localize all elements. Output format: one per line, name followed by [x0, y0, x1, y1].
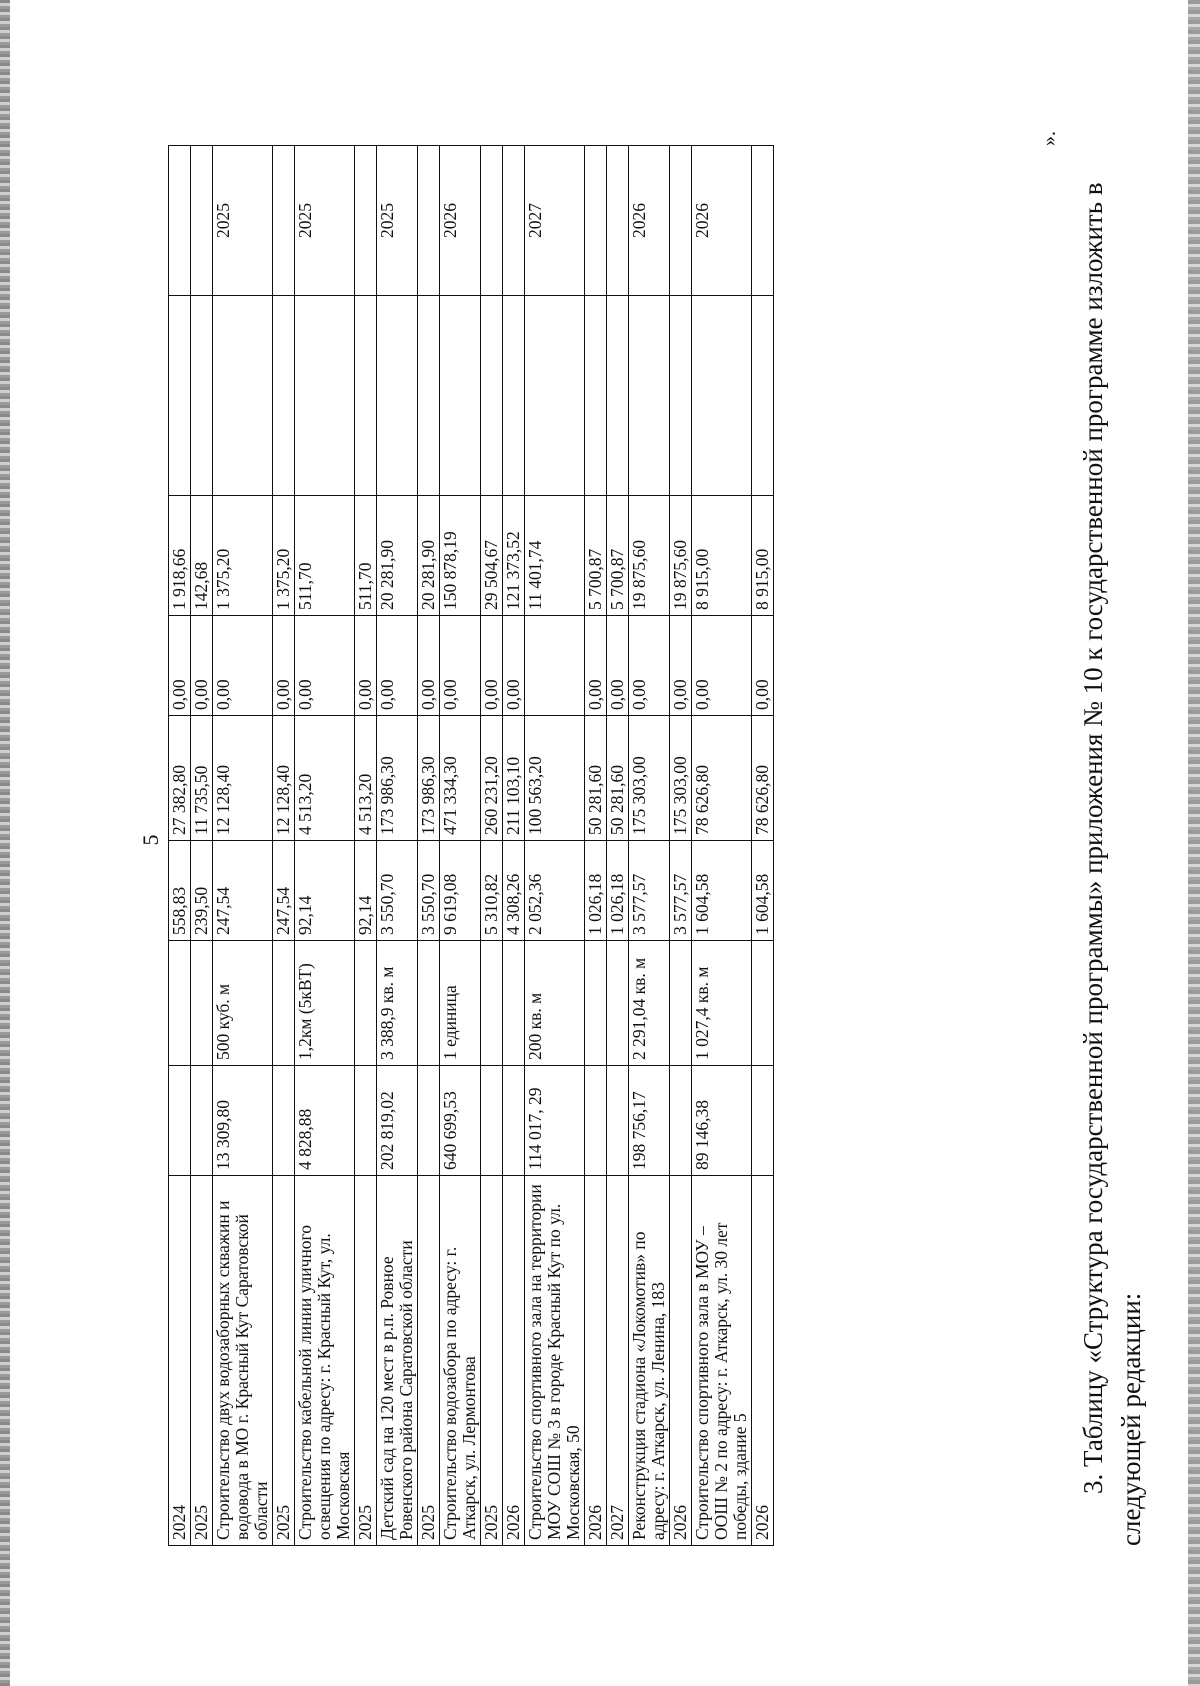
cell-v4: 12 128,40	[273, 716, 295, 841]
cell-v5: 0,00	[585, 616, 607, 716]
cell-v5: 0,00	[670, 616, 692, 716]
cell-v3: 1 026,18	[607, 841, 629, 941]
table-row-object	[692, 146, 752, 1546]
cell-v2	[503, 941, 525, 1066]
cell-v7	[191, 296, 213, 496]
cell-v6: 150 878,19	[440, 496, 481, 616]
cell-v5: 0,00	[191, 616, 213, 716]
cell-v2	[607, 941, 629, 1066]
cell-v7	[607, 296, 629, 496]
cell-name: Строительство водозабора по адресу: г. Аткарск, ул. Лермонтова	[440, 1176, 481, 1546]
cell-v7	[752, 296, 774, 496]
cell-v7	[503, 296, 525, 496]
cell-v6: 121 373,52	[503, 496, 525, 616]
cell-year: 2025	[295, 146, 355, 296]
cell-v2: 1,2км (5кВТ)	[295, 941, 355, 1066]
cell-v1: 13 309,80	[213, 1066, 273, 1176]
cell-v4: 211 103,10	[503, 716, 525, 841]
cell-v5: 0,00	[273, 616, 295, 716]
table-row-object	[440, 146, 481, 1546]
cell-year	[752, 146, 774, 296]
page-number: 5	[138, 834, 163, 846]
cell-v5: 0,00	[418, 616, 440, 716]
cell-year	[607, 146, 629, 296]
cell-v7	[355, 296, 377, 496]
cell-v4: 100 563,20	[525, 716, 585, 841]
cell-v1: 114 017, 29	[525, 1066, 585, 1176]
cell-v6: 19 875,60	[629, 496, 670, 616]
cell-v7	[418, 296, 440, 496]
cell-name: Реконструкция стадиона «Локомотив» по адресу: г. Аткарск, ул. Ленина, 183	[629, 1176, 670, 1546]
cell-v4: 50 281,60	[585, 716, 607, 841]
cell-v4: 4 513,20	[295, 716, 355, 841]
cell-v7	[169, 296, 191, 496]
cell-v6: 1 375,20	[273, 496, 295, 616]
cell-v7	[440, 296, 481, 496]
cell-name: 2026	[585, 1176, 607, 1546]
cell-v6: 511,70	[295, 496, 355, 616]
cell-v3: 92,14	[295, 841, 355, 941]
cell-v1	[752, 1066, 774, 1176]
cell-v6: 8 915,00	[752, 496, 774, 616]
cell-v5: 0,00	[607, 616, 629, 716]
cell-year: 2025	[213, 146, 273, 296]
cell-v6: 29 504,67	[481, 496, 503, 616]
cell-v7	[213, 296, 273, 496]
rotated-page	[130, 60, 1200, 1620]
cell-v3: 1 026,18	[585, 841, 607, 941]
cell-v7	[585, 296, 607, 496]
cell-v6: 511,70	[355, 496, 377, 616]
cell-v2	[169, 941, 191, 1066]
cell-v3: 1 604,58	[692, 841, 752, 941]
cell-v5: 0,00	[213, 616, 273, 716]
cell-v2: 2 291,04 кв. м	[629, 941, 670, 1066]
cell-v4: 175 303,00	[670, 716, 692, 841]
cell-v6: 142,68	[191, 496, 213, 616]
cell-name: Строительство спортивного зала на территории МОУ СОШ № 3 в городе Красный Кут по ул. Московская, 50	[525, 1176, 585, 1546]
cell-v7	[295, 296, 355, 496]
table-row-year	[191, 146, 213, 1546]
paragraph-text: 3. Таблицу «Структура государственной программы» приложения № 10 к государственной программе изложить в следующей редакции:	[1078, 182, 1146, 1546]
cell-year	[481, 146, 503, 296]
cell-year	[273, 146, 295, 296]
cell-v6: 5 700,87	[585, 496, 607, 616]
cell-v6: 1 375,20	[213, 496, 273, 616]
cell-name: 2024	[169, 1176, 191, 1546]
cell-year	[191, 146, 213, 296]
cell-v2	[273, 941, 295, 1066]
cell-v5: 0,00	[752, 616, 774, 716]
table-row-year	[607, 146, 629, 1546]
cell-name: 2026	[503, 1176, 525, 1546]
cell-v3: 247,54	[273, 841, 295, 941]
cell-v5: 0,00	[503, 616, 525, 716]
cell-v3: 3 550,70	[377, 841, 418, 941]
cell-v7	[481, 296, 503, 496]
cell-v3: 2 052,36	[525, 841, 585, 941]
table-row-object	[629, 146, 670, 1546]
cell-year	[503, 146, 525, 296]
cell-v7	[670, 296, 692, 496]
cell-v4: 175 303,00	[629, 716, 670, 841]
cell-v2: 1 единица	[440, 941, 481, 1066]
cell-v5: 0,00	[377, 616, 418, 716]
table-row-year	[481, 146, 503, 1546]
cell-v5: 0,00	[355, 616, 377, 716]
cell-v3: 1 604,58	[752, 841, 774, 941]
cell-v1	[585, 1066, 607, 1176]
cell-v1: 89 146,38	[692, 1066, 752, 1176]
cell-v3: 247,54	[213, 841, 273, 941]
cell-v6: 19 875,60	[670, 496, 692, 616]
cell-v1	[607, 1066, 629, 1176]
cell-v7	[273, 296, 295, 496]
cell-v3: 4 308,26	[503, 841, 525, 941]
cell-v6: 1 918,66	[169, 496, 191, 616]
table-row-year	[670, 146, 692, 1546]
cell-v4: 173 986,30	[377, 716, 418, 841]
cell-v4: 4 513,20	[355, 716, 377, 841]
cell-v1	[481, 1066, 503, 1176]
cell-v1	[355, 1066, 377, 1176]
cell-v1	[273, 1066, 295, 1176]
cell-v3: 3 550,70	[418, 841, 440, 941]
cell-v3: 9 619,08	[440, 841, 481, 941]
cell-v3: 239,50	[191, 841, 213, 941]
cell-name: Детский сад на 120 мест в р.п. Ровное Ровенского района Саратовской области	[377, 1176, 418, 1546]
table-row-year	[169, 146, 191, 1546]
cell-name: 2025	[191, 1176, 213, 1546]
cell-v4: 78 626,80	[692, 716, 752, 841]
cell-v5	[525, 616, 585, 716]
cell-v4: 27 382,80	[169, 716, 191, 841]
cell-v3: 92,14	[355, 841, 377, 941]
objects-table	[168, 145, 774, 1546]
cell-name: 2025	[355, 1176, 377, 1546]
cell-v1	[169, 1066, 191, 1176]
table-row-object	[525, 146, 585, 1546]
table-row-object	[213, 146, 273, 1546]
table-row-object	[295, 146, 355, 1546]
cell-name: 2026	[752, 1176, 774, 1546]
cell-v6: 20 281,90	[418, 496, 440, 616]
cell-year: 2025	[377, 146, 418, 296]
cell-v1	[670, 1066, 692, 1176]
table-row-year	[585, 146, 607, 1546]
cell-v2	[670, 941, 692, 1066]
cell-v1: 640 699,53	[440, 1066, 481, 1176]
table-row-year	[503, 146, 525, 1546]
table-row-year	[273, 146, 295, 1546]
cell-v2	[481, 941, 503, 1066]
cell-v2: 3 388,9 кв. м	[377, 941, 418, 1066]
closing-quote: ».	[1038, 131, 1060, 146]
cell-v2	[418, 941, 440, 1066]
cell-v4: 260 231,20	[481, 716, 503, 841]
cell-v1	[418, 1066, 440, 1176]
cell-name: Строительство кабельной линии уличного освещения по адресу: г. Красный Кут, ул. Московская	[295, 1176, 355, 1546]
cell-v2	[752, 941, 774, 1066]
cell-v3: 3 577,57	[670, 841, 692, 941]
cell-name: 2025	[481, 1176, 503, 1546]
table-body	[169, 146, 774, 1546]
cell-v2: 200 кв. м	[525, 941, 585, 1066]
cell-year	[169, 146, 191, 296]
cell-year: 2026	[692, 146, 752, 296]
cell-v3: 3 577,57	[629, 841, 670, 941]
cell-name: 2027	[607, 1176, 629, 1546]
cell-v6: 5 700,87	[607, 496, 629, 616]
cell-v5: 0,00	[481, 616, 503, 716]
cell-v7	[377, 296, 418, 496]
cell-v5: 0,00	[692, 616, 752, 716]
cell-v4: 50 281,60	[607, 716, 629, 841]
cell-v4: 78 626,80	[752, 716, 774, 841]
cell-name: 2025	[273, 1176, 295, 1546]
cell-v2: 1 027,4 кв. м	[692, 941, 752, 1066]
cell-v2	[585, 941, 607, 1066]
cell-v2	[191, 941, 213, 1066]
cell-year	[670, 146, 692, 296]
cell-v4: 173 986,30	[418, 716, 440, 841]
cell-year	[418, 146, 440, 296]
cell-v2: 500 куб. м	[213, 941, 273, 1066]
cell-v6: 20 281,90	[377, 496, 418, 616]
cell-name: 2026	[670, 1176, 692, 1546]
cell-v1	[503, 1066, 525, 1176]
cell-name: 2025	[418, 1176, 440, 1546]
cell-v7	[629, 296, 670, 496]
cell-v7	[692, 296, 752, 496]
cell-year: 2026	[440, 146, 481, 296]
scan-edge-left	[0, 0, 10, 1686]
cell-v6: 11 401,74	[525, 496, 585, 616]
cell-name: Строительство спортивного зала в МОУ – ООШ № 2 по адресу: г. Аткарск, ул. 30 лет победы, здание 5	[692, 1176, 752, 1546]
cell-name: Строительство двух водозаборных скважин и водовода в МО г. Красный Кут Саратовской области	[213, 1176, 273, 1546]
cell-v1: 198 756,17	[629, 1066, 670, 1176]
cell-v7	[525, 296, 585, 496]
cell-v3: 5 310,82	[481, 841, 503, 941]
cell-v4: 12 128,40	[213, 716, 273, 841]
cell-v5: 0,00	[440, 616, 481, 716]
cell-v5: 0,00	[295, 616, 355, 716]
cell-v5: 0,00	[629, 616, 670, 716]
cell-year: 2027	[525, 146, 585, 296]
cell-v4: 471 334,30	[440, 716, 481, 841]
cell-v1	[191, 1066, 213, 1176]
table-row-object	[377, 146, 418, 1546]
cell-v2	[355, 941, 377, 1066]
cell-v1: 4 828,88	[295, 1066, 355, 1176]
cell-year	[355, 146, 377, 296]
body-paragraph	[1074, 96, 1150, 1546]
cell-v5: 0,00	[169, 616, 191, 716]
cell-v1: 202 819,02	[377, 1066, 418, 1176]
table-row-year	[355, 146, 377, 1546]
table-row-year	[418, 146, 440, 1546]
cell-year: 2026	[629, 146, 670, 296]
cell-year	[585, 146, 607, 296]
table-row-year	[752, 146, 774, 1546]
cell-v6: 8 915,00	[692, 496, 752, 616]
cell-v4: 11 735,50	[191, 716, 213, 841]
cell-v3: 558,83	[169, 841, 191, 941]
